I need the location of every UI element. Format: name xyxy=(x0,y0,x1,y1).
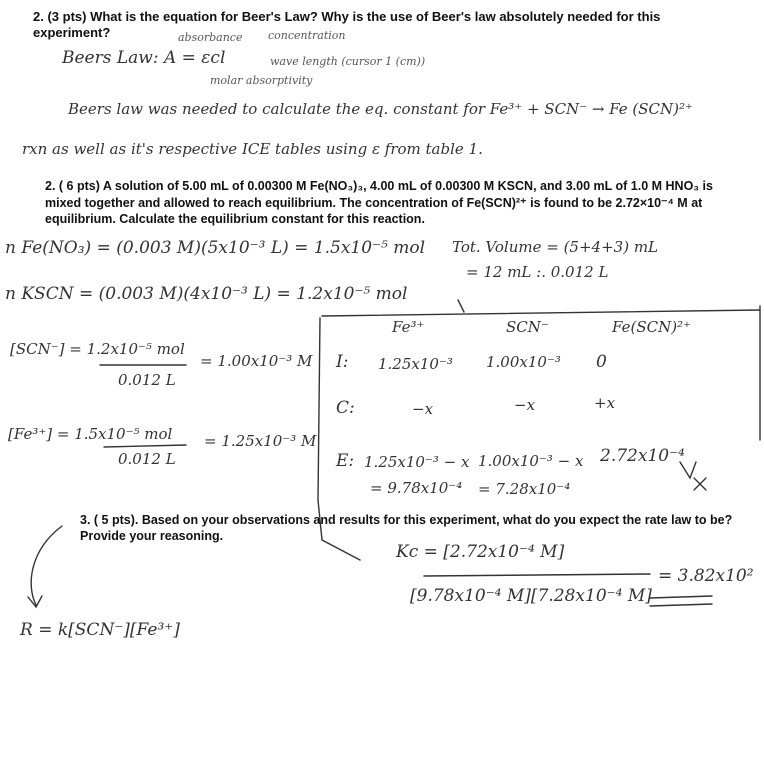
ice-change-scn: −x xyxy=(514,396,536,414)
hw-beers-law-reason-line1: Beers law was needed to calculate the eq. constant for Fe³⁺ + SCN⁻ → Fe (SCN)²⁺ xyxy=(68,100,693,118)
hw-kc-denominator: [9.78x10⁻⁴ M][7.28x10⁻⁴ M] xyxy=(410,586,652,606)
question-3: 3. ( 5 pts). Based on your observations and results for this experiment, what do you expect the rate law to be? Provide your reasoning. xyxy=(80,513,733,543)
ice-equilibrium-fe: 1.25x10⁻³ − x xyxy=(364,453,470,471)
ice-header-scn: SCN⁻ xyxy=(506,318,549,336)
kc-result-underline-1 xyxy=(650,596,712,598)
hw-absorbance-note: absorbance xyxy=(178,31,243,44)
rate-law-arrow xyxy=(31,526,62,605)
ice-change-fescn: +x xyxy=(594,394,616,412)
kc-fraction-bar xyxy=(424,574,650,576)
ice-equilibrium-fe-value: = 9.78x10⁻⁴ xyxy=(370,479,463,497)
hw-moles-kscn: n KSCN = (0.003 M)(4x10⁻³ L) = 1.2x10⁻⁵ mol xyxy=(5,284,408,304)
hw-kc-result: = 3.82x10² xyxy=(658,566,754,586)
hw-scn-concentration: = 1.00x10⁻³ M xyxy=(200,352,313,370)
hw-total-volume: Tot. Volume = (5+4+3) mL xyxy=(452,238,659,256)
ice-row-equilibrium-label: E: xyxy=(336,451,355,471)
hw-fe-concentration: = 1.25x10⁻³ M xyxy=(204,432,317,450)
question-1: 2. (3 pts) What is the equation for Beer's Law? Why is the use of Beer's law absolutely needed for this experiment? xyxy=(33,9,661,40)
ice-initial-fe: 1.25x10⁻³ xyxy=(378,355,453,373)
hw-beers-law-reason-line2: rxn as well as it's respective ICE tables using ε from table 1. xyxy=(22,140,483,158)
hw-fe-fraction-denominator: 0.012 L xyxy=(118,450,176,468)
hw-scn-fraction-denominator: 0.012 L xyxy=(118,371,176,389)
cross-mark-arrow xyxy=(680,462,696,478)
hw-rate-law: R = k[SCN⁻][Fe³⁺] xyxy=(20,620,180,640)
ice-row-change-label: C: xyxy=(336,398,355,418)
hw-fe-fraction-numerator: [Fe³⁺] = 1.5x10⁻⁵ mol xyxy=(8,425,173,443)
hw-total-volume-liters: = 12 mL :. 0.012 L xyxy=(466,263,609,281)
tot-vol-arrow xyxy=(458,300,464,312)
ice-header-fe: Fe³⁺ xyxy=(392,318,425,336)
kc-result-underline-2 xyxy=(650,604,712,606)
hw-molar-absorptivity-note: molar absorptivity xyxy=(210,74,313,87)
fe-fraction-bar xyxy=(104,445,186,447)
ice-row-initial-label: I: xyxy=(336,352,349,372)
ice-initial-fescn: 0 xyxy=(596,352,607,372)
hw-beers-law-equation: Beers Law: A = εcl xyxy=(62,48,226,68)
cross-mark xyxy=(694,478,706,490)
hw-concentration-note: concentration xyxy=(268,29,346,42)
ice-equilibrium-scn: 1.00x10⁻³ − x xyxy=(478,452,584,470)
hw-kc-numerator: Kc = [2.72x10⁻⁴ M] xyxy=(396,542,565,562)
ice-initial-scn: 1.00x10⁻³ xyxy=(486,353,561,371)
ice-header-fescn: Fe(SCN)²⁺ xyxy=(612,318,691,336)
ice-equilibrium-fescn: 2.72x10⁻⁴ xyxy=(600,446,685,466)
ice-equilibrium-scn-value: = 7.28x10⁻⁴ xyxy=(478,480,571,498)
hw-moles-fe: n Fe(NO₃) = (0.003 M)(5x10⁻³ L) = 1.5x10⁻⁵ mol xyxy=(5,238,426,258)
ice-table-vertical-line xyxy=(318,318,360,560)
question-2: 2. ( 6 pts) A solution of 5.00 mL of 0.00300 M Fe(NO₃)₃, 4.00 mL of 0.00300 M KSCN, and 3.00 mL of 1.0 M HNO₃ is mixed together and allowed to reach equilibrium. The concentration of Fe(SCN)²⁺ is found to be 2.72×10⁻⁴ M at equilibrium. Calculate the equilibrium constant for this reaction. xyxy=(45,179,713,226)
ice-table-top-line xyxy=(322,310,760,316)
ice-change-fe: −x xyxy=(412,400,434,418)
hw-wavelength-note: wave length (cursor 1 (cm)) xyxy=(270,55,426,68)
hw-scn-fraction-numerator: [SCN⁻] = 1.2x10⁻⁵ mol xyxy=(10,340,185,358)
